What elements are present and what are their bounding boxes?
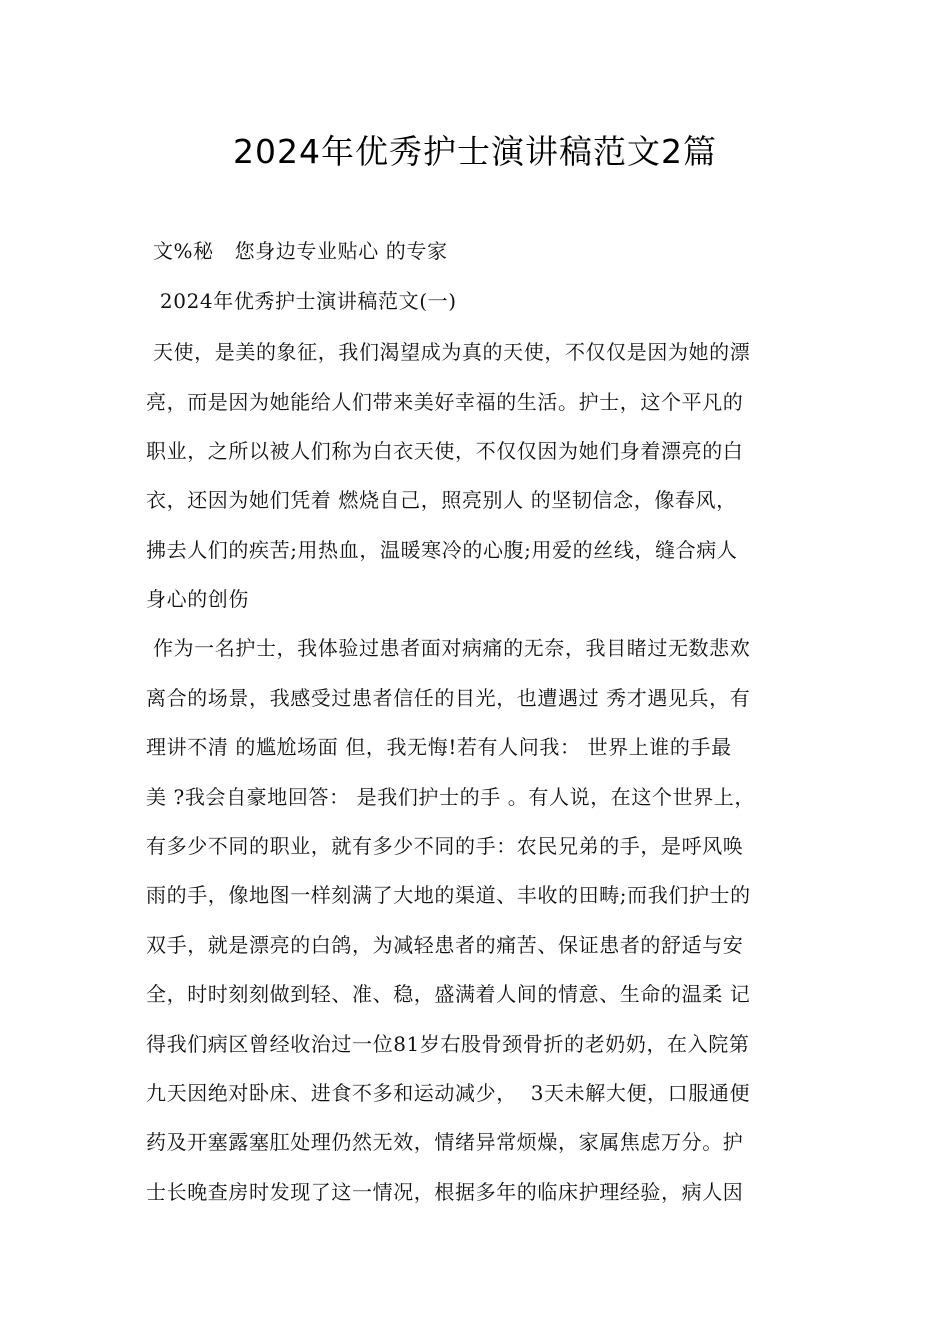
body-line: 理讲不清 的尴尬场面 但，我无悔!若有人问我： 世界上谁的手最 <box>146 735 732 759</box>
body-line: 作为一名护士，我体验过患者面对病痛的无奈，我目睹过无数悲欢 <box>146 636 751 660</box>
body-line: 九天因绝对卧床、进食不多和运动减少， 3天未解大便，口服通便 <box>146 1081 751 1105</box>
body-line: 美 ?我会自豪地回答： 是我们护士的手 。有人说，在这个世界上， <box>146 785 755 809</box>
body-line: 亮，而是因为她能给人们带来美好幸福的生活。护士，这个平凡的 <box>146 390 744 414</box>
document-title: 2024年优秀护士演讲稿范文2篇 <box>233 132 717 171</box>
body-line: 士长晚查房时发现了这一情况，根据多年的临床护理经验，病人因 <box>146 1180 744 1204</box>
body-line: 全，时时刻刻做到轻、准、稳，盛满着人间的情意、生命的温柔 记 <box>146 982 751 1006</box>
body-line: 天使，是美的象征，我们渴望成为真的天使，不仅仅是因为她的漂 <box>146 340 751 364</box>
body-line: 药及开塞露塞肛处理仍然无效，情绪异常烦燥，家属焦虑万分。护 <box>146 1130 744 1154</box>
body-line: 拂去人们的疾苦;用热血，温暖寒冷的心腹;用爱的丝线，缝合病人 <box>146 538 738 562</box>
body-line: 身心的创伤 <box>146 587 249 611</box>
document-tagline: 文%秘 您身边专业贴心 的专家 <box>146 239 448 263</box>
body-line: 双手，就是漂亮的白鸽，为减轻患者的痛苦、保证患者的舒适与安 <box>146 933 744 957</box>
body-line: 得我们病区曾经收治过一位81岁右股骨颈骨折的老奶奶，在入院第 <box>146 1032 750 1056</box>
body-line: 衣，还因为她们凭着 燃烧自己，照亮别人 的坚韧信念，像春风， <box>146 488 737 512</box>
section-heading: 2024年优秀护士演讲稿范文(一) <box>146 289 457 313</box>
body-line: 职业，之所以被人们称为白衣天使，不仅仅因为她们身着漂亮的白 <box>146 439 744 463</box>
body-line: 离合的场景，我感受过患者信任的目光，也遭遇过 秀才遇见兵，有 <box>146 686 751 710</box>
body-line: 有多少不同的职业，就有多少不同的手：农民兄弟的手，是呼风唤 <box>146 834 744 858</box>
body-line: 雨的手，像地图一样刻满了大地的渠道、丰收的田畴;而我们护士的 <box>146 883 751 907</box>
